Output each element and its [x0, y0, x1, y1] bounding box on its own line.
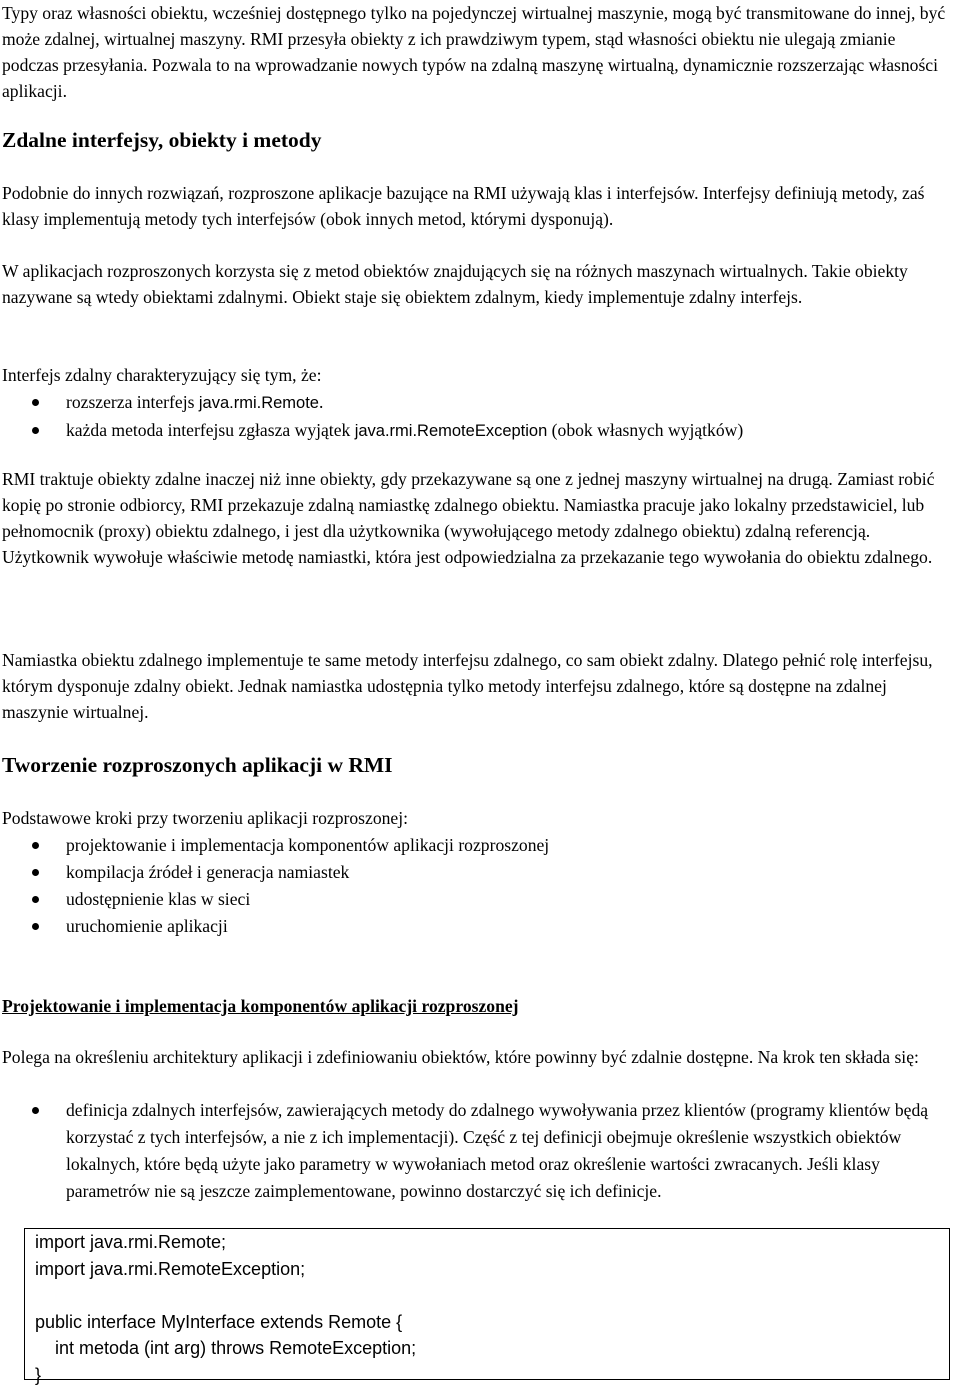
code-block: [24, 1228, 950, 1380]
list-item: [0, 1097, 950, 1205]
code-line: int metoda (int arg) throws RemoteException;: [35, 1335, 949, 1362]
intro-paragraph: Typy oraz własności obiektu, wcześniej dostępnego tylko na pojedynczej wirtualnej maszynie, mogą być transmitowane do innej, być może zdalnej, wirtualnej maszyny. RMI przesyła obiekty z ich prawdziwym typem, stąd własności obiektu nie ulegają zmianie podczas przesyłania. Pozwala to na wprowadzanie nowych typów na zdalną maszynę wirtualną, dynamicznie rozszerzając własności aplikacji.: [2, 0, 952, 104]
remote-interface-list-intro: Interfejs zdalny charakteryzujący się tym, że:: [2, 362, 952, 388]
list-item-text: kompilacja źródeł i generacja namiastek: [66, 862, 349, 882]
list-item: [0, 389, 940, 417]
bullet-icon: [32, 399, 39, 406]
code-line: public interface MyInterface extends Remote {: [35, 1309, 949, 1336]
bullet-icon: [32, 842, 39, 849]
code-line: }: [35, 1362, 949, 1388]
steps-list: [0, 832, 940, 940]
paragraph-stub-interface: Namiastka obiektu zdalnego implementuje te same metody interfejsu zdalnego, co sam obiekt zdalny. Dlatego pełnić rolę interfejsu, którym dysponuje zdalny obiekt. Jednak namiastka udostępnia tylko metody interfejsu zdalnego, które są dostępne na zdalnej maszynie wirtualnej.: [2, 647, 952, 725]
paragraph-design: Polega na określeniu architektury aplikacji i zdefiniowaniu obiektów, które powinny być zdalnie dostępne. Na krok ten składa się:: [2, 1044, 952, 1070]
section-heading-remote-interfaces: Zdalne interfejsy, obiekty i metody: [2, 126, 322, 154]
code-line: import java.rmi.Remote;: [35, 1229, 949, 1256]
code-term: java.rmi.Remote: [199, 394, 319, 412]
code-term: java.rmi.RemoteException: [355, 422, 548, 440]
list-item: [0, 886, 940, 913]
code-line: import java.rmi.RemoteException;: [35, 1256, 949, 1283]
bullet-icon: [32, 923, 39, 930]
steps-list-intro: Podstawowe kroki przy tworzeniu aplikacji rozproszonej:: [2, 805, 952, 831]
list-item-end: (obok własnych wyjątków): [547, 420, 743, 440]
list-item-text: rozszerza interfejs: [66, 392, 199, 412]
list-item-text: uruchomienie aplikacji: [66, 916, 228, 936]
list-item: [0, 832, 940, 859]
list-item: [0, 417, 940, 445]
list-item: [0, 859, 940, 886]
paragraph-remote-objects: W aplikacjach rozproszonych korzysta się z metod obiektów znajdujących się na różnych maszynach wirtualnych. Takie obiekty nazywane są wtedy obiektami zdalnymi. Obiekt staje się obiektem zdalnym, kiedy implementuje zdalny interfejs.: [2, 258, 952, 310]
list-item-text: definicja zdalnych interfejsów, zawierających metody do zdalnego wywoływania przez klientów (programy klientów będą korzystać z tych interfejsów, a nie z ich implementacji). Część z tej definicji obejmuje określenie wszystkich obiektów lokalnych, które będą użyte jako parametry w wywołaniach metod oraz określenie wartości zwracanych. Jeśli klasy parametrów nie są jeszcze zaimplementowane, powinno dostarczyć się ich definicje.: [66, 1100, 928, 1201]
paragraph-stub-handling: RMI traktuje obiekty zdalne inaczej niż inne obiekty, gdy przekazywane są one z jednej maszyny wirtualnej na drugą. Zamiast robić kopię po stronie odbiorcy, RMI przekazuje zdalną namiastkę zdalnego obiektu. Namiastka pracuje jako lokalny przedstawiciel, lub pełnomocnik (proxy) obiektu zdalnego, i jest dla użytkownika (wywołującego metody zdalnego obiektu) zdalną referencją. Użytkownik wywołuje właściwie metodę namiastki, która jest odpowiedzialna za przekazanie tego wywołania do obiektu zdalnego.: [2, 466, 952, 570]
list-item-text: każda metoda interfejsu zgłasza wyjątek: [66, 420, 355, 440]
remote-interface-list: [0, 389, 940, 445]
section-heading-creating-apps: Tworzenie rozproszonych aplikacji w RMI: [2, 751, 393, 779]
design-list: [0, 1097, 950, 1205]
paragraph-interfaces-classes: Podobnie do innych rozwiązań, rozproszone aplikacje bazujące na RMI używają klas i interfejsów. Interfejsy definiują metody, zaś klasy implementują metody tych interfejsów (obok innych metod, którymi dysponują).: [2, 180, 952, 232]
list-item-text: udostępnienie klas w sieci: [66, 889, 250, 909]
list-item-text: projektowanie i implementacja komponentów aplikacji rozproszonej: [66, 835, 549, 855]
code-line: [35, 1282, 949, 1309]
list-item: [0, 913, 940, 940]
bullet-icon: [32, 869, 39, 876]
bullet-icon: [32, 1107, 39, 1114]
bullet-icon: [32, 427, 39, 434]
list-item-end: .: [319, 392, 323, 412]
bullet-icon: [32, 896, 39, 903]
section-heading-design: Projektowanie i implementacja komponentów aplikacji rozproszonej: [2, 993, 519, 1019]
